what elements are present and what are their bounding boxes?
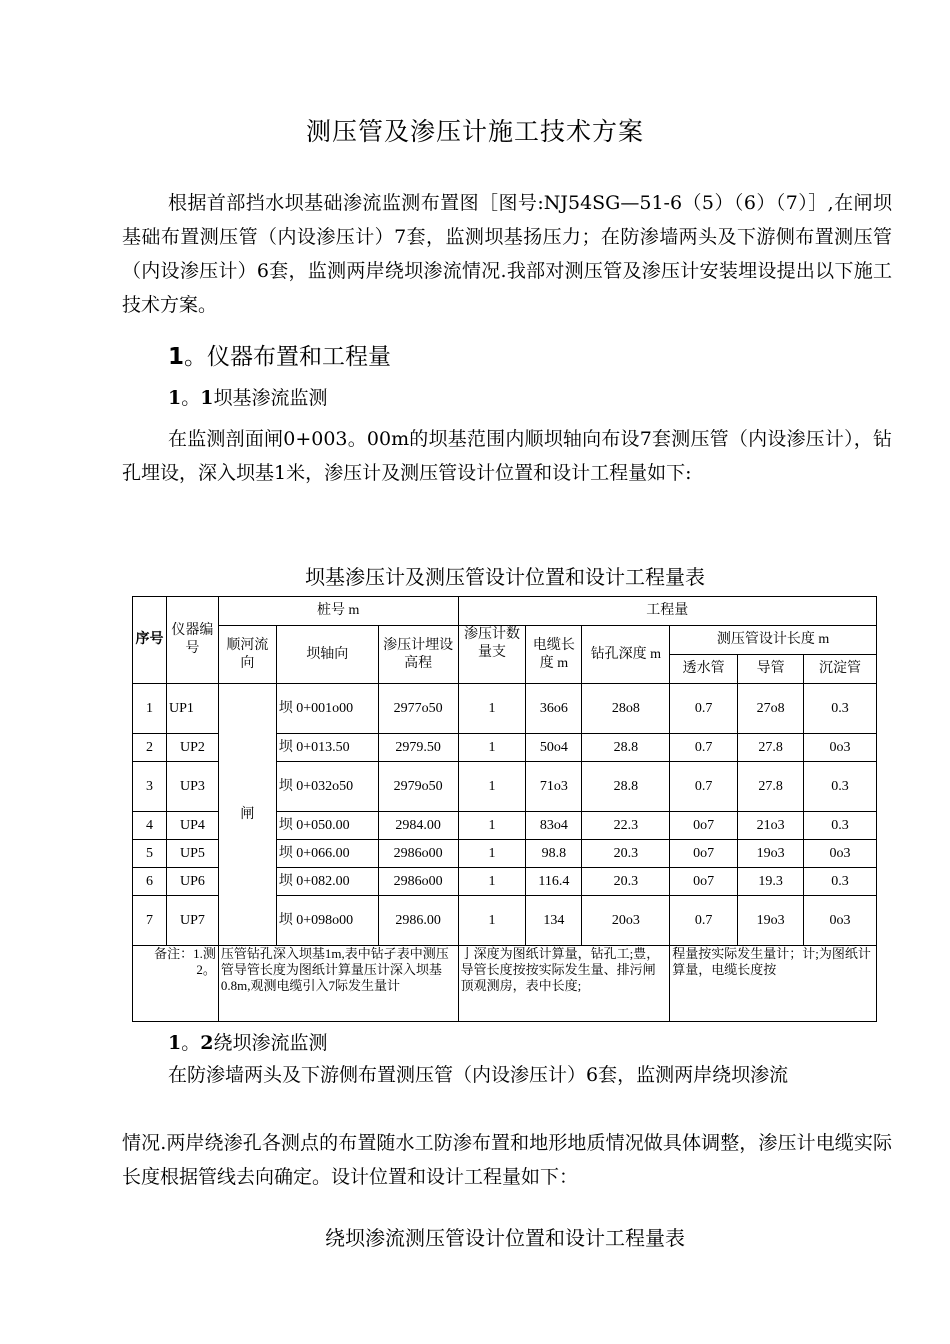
cell-guide: 27.8 (738, 734, 804, 762)
cell-id: UP2 (166, 734, 218, 762)
header-drill: 钻孔深度 m (582, 626, 670, 684)
cell-id: UP1 (166, 684, 218, 734)
section-1-title: 。仪器布置和工程量 (184, 344, 392, 370)
cell-id: UP6 (166, 868, 218, 896)
header-seq: 序号 (133, 597, 167, 684)
cell-settle: 0.3 (804, 812, 877, 840)
header-count: 渗压计数量支 (458, 626, 526, 684)
cell-elev: 2986.00 (378, 896, 458, 946)
cell-axis: 坝 0+032o50 (276, 762, 378, 812)
cell-settle: 0o3 (804, 734, 877, 762)
cell-seq: 7 (133, 896, 167, 946)
header-permeable: 透水管 (670, 655, 738, 684)
section-1-heading (168, 338, 391, 371)
cell-perm: 0.7 (670, 896, 738, 946)
cell-seq: 5 (133, 840, 167, 868)
cell-id: UP7 (166, 896, 218, 946)
cell-seq: 6 (133, 868, 167, 896)
table-note-row (133, 946, 877, 1022)
cell-guide: 19o3 (738, 840, 804, 868)
cell-settle: 0.3 (804, 684, 877, 734)
cell-drill: 20.3 (582, 868, 670, 896)
cell-id: UP3 (166, 762, 218, 812)
cell-drill: 28o8 (582, 684, 670, 734)
cell-guide: 19.3 (738, 868, 804, 896)
cell-count: 1 (458, 734, 526, 762)
cell-drill: 28.8 (582, 734, 670, 762)
cell-settle: 0.3 (804, 762, 877, 812)
cell-axis: 坝 0+082.00 (276, 868, 378, 896)
cell-settle: 0o3 (804, 896, 877, 946)
cell-perm: 0o7 (670, 812, 738, 840)
cell-guide: 27.8 (738, 762, 804, 812)
cell-elev: 2979.50 (378, 734, 458, 762)
cell-guide: 19o3 (738, 896, 804, 946)
cell-id: UP5 (166, 840, 218, 868)
cell-settle: 0o3 (804, 840, 877, 868)
header-quantity: 工程量 (458, 597, 876, 626)
note-col-2: 亅深度为图纸计算量，钻孔工;豊，导管长度按按实际发生量、排污闸顶观测房，表中长度; (458, 946, 670, 1022)
note-col-3: 程量按实际发生量计；计;为图纸计算量，电缆长度按 (670, 946, 877, 1022)
cell-axis: 坝 0+001o00 (276, 684, 378, 734)
section-1-2-title: 绕坝渗流监测 (213, 1032, 328, 1054)
cell-seq: 3 (133, 762, 167, 812)
section-1-1-number: 1 (168, 387, 182, 409)
cell-cable: 98.8 (526, 840, 582, 868)
section-1-1-heading (168, 383, 328, 410)
header-river: 顺河流向 (218, 626, 276, 684)
cell-drill: 20o3 (582, 896, 670, 946)
section-1-1-title: 坝基渗流监测 (213, 387, 328, 409)
cell-id: UP4 (166, 812, 218, 840)
section-1-1-sep: 。 (181, 387, 201, 409)
cell-cable: 36o6 (526, 684, 582, 734)
note-label: 备注：1.测2。 (133, 946, 219, 1022)
cell-count: 1 (458, 868, 526, 896)
document-title: 测压管及渗压计施工技术方案 (305, 117, 644, 146)
header-pipe-length: 测压管设计长度 m (670, 626, 877, 655)
header-axis: 坝轴向 (276, 626, 378, 684)
cell-elev: 2977o50 (378, 684, 458, 734)
section-1-2-number: 1 (168, 1032, 182, 1054)
cell-perm: 0.7 (670, 734, 738, 762)
cell-elev: 2984.00 (378, 812, 458, 840)
table-2-caption: 绕坝渗流测压管设计位置和设计工程量表 (325, 1226, 685, 1250)
cell-axis: 坝 0+013.50 (276, 734, 378, 762)
cell-elev: 2986o00 (378, 840, 458, 868)
cell-guide: 27o8 (738, 684, 804, 734)
cell-seq: 1 (133, 684, 167, 734)
cell-drill: 28.8 (582, 762, 670, 812)
cell-settle: 0.3 (804, 868, 877, 896)
cell-perm: 0o7 (670, 868, 738, 896)
cell-perm: 0o7 (670, 840, 738, 868)
cell-elev: 2986o00 (378, 868, 458, 896)
cell-perm: 0.7 (670, 684, 738, 734)
header-station: 桩号 m (218, 597, 458, 626)
note-col-1: 压管钻孔深入坝基1m,表中钻孑表中测压管导管长度为图纸计算量压计深入坝基0.8m,观测电缆引入7际发生量计 (218, 946, 458, 1022)
section-1-2-paragraph-a: 在防渗墙两头及下游侧布置测压管（内设渗压计）6套，监测两岸绕坝渗流 (168, 1064, 789, 1086)
table-1-caption: 坝基渗压计及测压管设计位置和设计工程量表 (305, 565, 705, 589)
section-1-2-number2: 2 (200, 1032, 214, 1054)
cell-guide: 21o3 (738, 812, 804, 840)
cell-axis: 坝 0+066.00 (276, 840, 378, 868)
section-1-number: 1 (168, 344, 185, 370)
cell-cable: 71o3 (526, 762, 582, 812)
header-instrument: 仪器编号 (166, 597, 218, 684)
cell-count: 1 (458, 896, 526, 946)
section-1-2-paragraph-b: 情况.两岸绕渗孔各测点的布置随水工防渗布置和地形地质情况做具体调整，渗压计电缆实际长度根据管线去向确定。设计位置和设计工程量如下： (122, 1132, 892, 1188)
cell-drill: 22.3 (582, 812, 670, 840)
cell-count: 1 (458, 684, 526, 734)
cell-drill: 20.3 (582, 840, 670, 868)
cell-seq: 4 (133, 812, 167, 840)
header-cable: 电缆长度 m (526, 626, 582, 684)
section-1-1-paragraph: 在监测剖面闸0+003。00m的坝基范围内顺坝轴向布设7套测压管（内设渗压计），钻孔埋设，深入坝基1米，渗压计及测压管设计位置和设计工程量如下: (122, 428, 892, 484)
cell-seq: 2 (133, 734, 167, 762)
table-1 (132, 596, 877, 1022)
cell-cable: 50o4 (526, 734, 582, 762)
cell-axis: 坝 0+098o00 (276, 896, 378, 946)
header-settle: 沉淀管 (804, 655, 877, 684)
header-guide: 导管 (738, 655, 804, 684)
section-1-1-number2: 1 (200, 387, 214, 409)
cell-count: 1 (458, 812, 526, 840)
table-row (133, 684, 877, 734)
cell-cable: 116.4 (526, 868, 582, 896)
cell-cable: 83o4 (526, 812, 582, 840)
cell-axis: 坝 0+050.00 (276, 812, 378, 840)
header-elevation: 渗压计埋设高程 (378, 626, 458, 684)
cell-river: 闸 (218, 684, 276, 946)
cell-cable: 134 (526, 896, 582, 946)
intro-paragraph: 根据首部挡水坝基础渗流监测布置图［图号:NJ54SG—51-6（5）（6）（7）］,在闸坝基础布置测压管（内设渗压计）7套，监测坝基扬压力；在防渗墙两头及下游侧布置测压管（内设渗压计）6套，监测两岸绕坝渗流情况.我部对测压管及渗压计安装埋设提出以下施工技术方案。 (122, 192, 892, 316)
cell-elev: 2979o50 (378, 762, 458, 812)
section-1-2-heading (168, 1028, 328, 1055)
section-1-2-sep: 。 (181, 1032, 201, 1054)
cell-count: 1 (458, 840, 526, 868)
cell-count: 1 (458, 762, 526, 812)
cell-perm: 0.7 (670, 762, 738, 812)
